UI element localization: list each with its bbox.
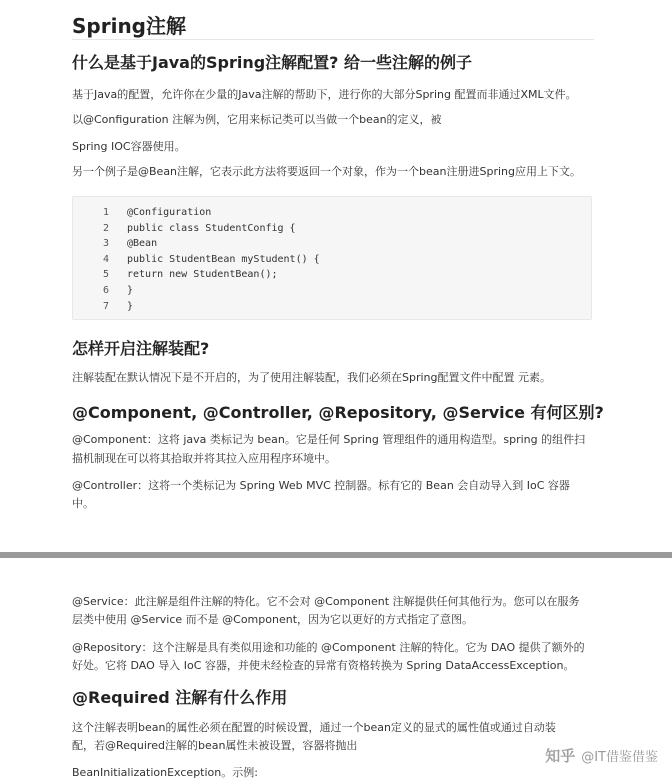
document-page-2 [0,558,672,784]
paragraph-bean: 另一个例子是@Bean注解，它表示此方法将要返回一个对象，作为一个bean注册进Spring应用上下文。 [72,165,581,178]
paragraph-enable-annotation: 注解装配在默认情况下是不开启的，为了使用注解装配，我们必须在Spring配置文件中配置 元素。 [72,371,551,384]
line-number: 1 [102,207,109,218]
heading-stereotypes: @Component, @Controller, @Repository, @Service 有何区别? [72,403,604,422]
watermark-handle: @IT借鉴借鉴 [581,750,658,765]
line-number: 3 [102,238,109,250]
heading-enable-annotation: 怎样开启注解装配? [72,339,210,358]
code-line [73,205,591,221]
code-text: @Bean [127,238,158,250]
paragraph-ioc: Spring IOC容器使用。 [72,140,186,153]
code-line [73,221,591,237]
heading-java-config: 什么是基于Java的Spring注解配置? 给一些注解的例子 [72,53,473,72]
paragraph-required-line2: 配，若@Required注解的bean属性未被设置，容器将抛出 [72,739,358,752]
paragraph-controller-line2: 中。 [72,497,94,510]
paragraph-configuration: 以@Configuration 注解为例，它用来标记类可以当做一个bean的定义，被 [72,113,442,126]
code-text: return new StudentBean(); [127,269,278,281]
line-number: 7 [102,300,109,312]
paragraph-repository-line1: @Repository：这个注解是具有类似用途和功能的 @Component 注解的特化。它为 DAO 提供了额外的 [72,641,585,654]
page-title: Spring注解 [72,14,186,38]
heading-required: @Required 注解有什么作用 [72,688,288,707]
code-text: } [127,300,134,312]
code-line [73,236,591,252]
paragraph-service-line1: @Service：此注解是组件注解的特化。它不会对 @Component 注解提供任何其他行为。您可以在服务 [72,595,580,608]
paragraph-component-line2: 描机制现在可以将其拾取并将其拉入应用程序环境中。 [72,452,336,465]
paragraph-java-config: 基于Java的配置，允许你在少量的Java注解的帮助下，进行你的大部分Spring 配置而非通过XML文件。 [72,88,577,101]
line-number: 5 [102,269,109,281]
line-number: 4 [102,253,109,265]
code-text: public class StudentConfig { [127,222,296,234]
paragraph-service-line2: 层类中使用 @Service 而不是 @Component，因为它以更好的方式指定了意图。 [72,613,474,626]
code-line [73,299,591,315]
code-text: public StudentBean myStudent() { [127,253,320,265]
code-line [73,252,591,268]
code-block [72,196,592,320]
paragraph-required-line1: 这个注解表明bean的属性必须在配置的时候设置，通过一个bean定义的显式的属性值或通过自动装 [72,721,556,734]
code-text: @Configuration [127,207,212,218]
code-text: } [127,284,134,296]
paragraph-required-line3: BeanInitializationException。示例: [72,766,258,779]
paragraph-component-line1: @Component：这将 java 类标记为 bean。它是任何 Spring 管理组件的通用构造型。spring 的组件扫 [72,433,586,446]
line-number: 2 [102,222,109,234]
zhihu-watermark [545,745,658,766]
zhihu-logo: 知乎 [545,747,576,765]
title-divider [72,39,594,40]
paragraph-repository-line2: 好处。它将 DAO 导入 IoC 容器，并使未经检查的异常有资格转换为 Spring DataAccessException。 [72,659,575,672]
paragraph-controller-line1: @Controller：这将一个类标记为 Spring Web MVC 控制器。标有它的 Bean 会自动导入到 IoC 容器 [72,479,570,492]
code-line [73,267,591,283]
code-line [73,283,591,299]
line-number: 6 [102,284,109,296]
